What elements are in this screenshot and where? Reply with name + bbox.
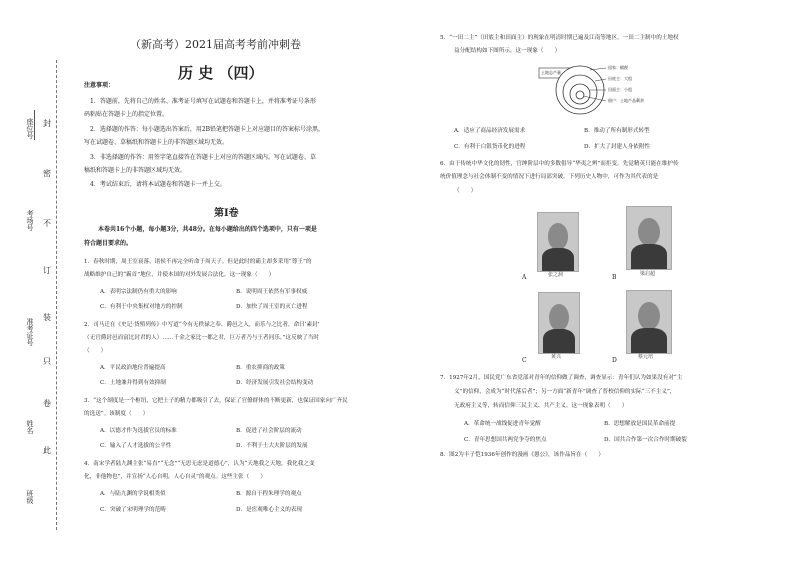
- question-6-stem: 6．由于传统中华文化的韧性，官绅阶层中的多数倡导“华夷之辨”而拒变。先觉精英只能在维护传: [440, 161, 679, 167]
- question-4-option-b[interactable]: B．源自于程朱理学的观点: [236, 491, 302, 497]
- notice-line: 4．考试结束后，请将本试题卷和答题卡一并上交。: [90, 181, 226, 188]
- portrait-letter-d[interactable]: D: [612, 357, 617, 364]
- notice-line: 3．非选择题的作答：用签字笔直接答在答题卡上对应的答题区域内。写在试题卷、草: [90, 154, 316, 161]
- class-field-label: 班级: [26, 490, 34, 504]
- question-3-option-d[interactable]: D．不利于士大夫阶层的发展: [236, 443, 308, 449]
- question-1-option-a[interactable]: A．表明宗法制仍有重大的影响: [100, 289, 177, 295]
- diagram-ring-label: 国家：赋税: [608, 65, 628, 70]
- diagram-box-label: 土地总产量: [541, 70, 561, 75]
- question-7-option-b[interactable]: B．思想解放是国民革命前提: [604, 421, 676, 427]
- question-7-option-c[interactable]: C．青年思想国共两党争夺的焦点: [464, 437, 547, 443]
- name-field-label: 姓名: [26, 420, 34, 434]
- question-7-stem: 7．1927年2月，国民党广东省党部对青年的信仰做了调查，调查显示：青年们认为如果没有对“主: [440, 375, 683, 381]
- portrait-photo-d: [626, 290, 672, 354]
- question-5-option-d[interactable]: D．扩大了封建人身依附性: [584, 144, 651, 150]
- portrait-name-c: 黄兴: [551, 354, 562, 360]
- notice-line: 写在试题卷、草稿纸和答题卡上的非答题区域均无效。: [84, 139, 229, 146]
- question-3-option-b[interactable]: B．促进了社会阶层的流动: [236, 428, 302, 434]
- seal-char-2: 密: [43, 169, 51, 178]
- seal-char-6: 只: [43, 357, 51, 366]
- notice-line: 码粘贴在答题卡上的指定位置。: [84, 111, 169, 118]
- portrait-name-a: 张之洞: [548, 272, 564, 278]
- question-2-option-b[interactable]: B．重农抑商的政策: [236, 365, 285, 371]
- portrait-name-b: 梁启超: [640, 271, 656, 277]
- instruction-line: 符合题目要求的。: [84, 240, 133, 247]
- seal-char-7: 卷: [43, 399, 51, 408]
- question-4-option-c[interactable]: C．突破了宋明理学的范畴: [100, 507, 166, 513]
- seal-char-3: 不: [43, 219, 51, 228]
- instruction-line: 本卷共16个小题，每小题3分，共48分。在每小题给出的四个选项中，只有一项是: [98, 226, 317, 233]
- section-heading: 第Ⅰ卷: [214, 208, 239, 219]
- question-7-option-a[interactable]: A．革命统一战线促进青年觉醒: [464, 421, 541, 427]
- question-5-stem: 5．“一田二主”（田底主和田面主）的现象在明清时期已遍及江南等地区。一田二主制中的土地权: [440, 35, 679, 41]
- portrait-letter-a[interactable]: A: [522, 274, 527, 281]
- question-1-stem: 1．春秋时期，周王室衰落，诸侯不再完全听命于周天子。但是此时的霸主却多采用“尊王”的: [84, 259, 312, 265]
- question-2-option-d[interactable]: D．经济发展引发社会结构变动: [236, 380, 314, 386]
- portrait-photo-b: [626, 206, 672, 270]
- question-3-option-c[interactable]: C．输入了人才选拔的公平性: [100, 443, 172, 449]
- room-field-label: 考场号: [26, 210, 34, 231]
- portrait-name-d: 蔡元培: [638, 354, 654, 360]
- question-2-stem: （ ）: [84, 348, 107, 354]
- notice-line: 1．答题前，先将自己的姓名、准考证号填写在试题卷和答题卡上，并将准考证号条形: [90, 98, 316, 105]
- seal-char-5: 装: [43, 313, 51, 322]
- question-7-stem: 义”的信仰，会成为“时代落后者”；另一方面“新青年”调查了普校信仰的实际“三不主义”，: [454, 389, 676, 395]
- diagram-ring-label: 田面主：小租: [608, 87, 632, 92]
- diagram-ring-label: 佃户：土地产品剩余: [608, 98, 644, 103]
- notice-line: 2．选择题的作答：每小题选出答案后，用2B铅笔把答题卡上对应题目的答案标号涂黑，: [90, 126, 325, 133]
- portrait-letter-c[interactable]: C: [522, 357, 527, 364]
- seal-char-8: 此: [43, 446, 51, 455]
- notice-line: 稿纸和答题卡上的非答题区域均无效。: [84, 167, 187, 174]
- question-1-option-d[interactable]: D．加快了周王室的灭亡进程: [236, 304, 308, 310]
- question-2-option-c[interactable]: C．土地兼并得到有效抑制: [100, 380, 166, 386]
- notice-heading: 注意事项：: [84, 82, 115, 89]
- question-6-stem: （ ）: [454, 188, 477, 194]
- question-1-option-c[interactable]: C．有利于中央集权对地方的控制: [100, 304, 183, 310]
- question-2-stem: 2．司马迁在《史记·货殖列传》中写道“今有无秩禄之奉、爵邑之入，而乐与之比者，命曰‘素封’: [84, 322, 320, 328]
- question-7-stem: 无政府主义等，转而信仰三民主义、共产主义。这一现象表明（ ）: [454, 403, 628, 409]
- ticket-field-label: 准考证号: [26, 318, 34, 346]
- question-4-option-d[interactable]: D．是宦观唯心主义的表现: [236, 507, 303, 513]
- portrait-letter-b[interactable]: B: [612, 274, 617, 281]
- diagram-ring-label: 田底主：大租: [608, 76, 632, 81]
- question-1-option-b[interactable]: B．说明周王依然有军事权威: [236, 289, 308, 295]
- question-5-stem: 益分配结构如下图所示。这一现象（ ）: [454, 48, 561, 54]
- question-6-stem: 统价值理念与社会体制不变的情况下进行局部突破。下列历史人物中，可作为其代表的是: [440, 174, 659, 180]
- seal-char-4: 订: [43, 266, 51, 275]
- subject-title: 历 史 （四）: [178, 64, 264, 82]
- question-3-stem: 的选送”。该制度（ ）: [84, 411, 149, 417]
- question-5-option-a[interactable]: A．适应了商品经济发展需求: [454, 128, 526, 134]
- question-1-stem: 战略维护自己的“霸首”地位，并使本国的对外发展合法化。这一现象（ ）: [84, 272, 275, 278]
- question-8-stem: 8．图2为丰子恺1936年创作的漫画《愚公》，该作品旨在（ ）: [440, 452, 604, 458]
- question-5-option-c[interactable]: C．有利于白银货币化的进程: [454, 144, 526, 150]
- seat-field-label: 座位号: [26, 118, 34, 139]
- question-2-option-a[interactable]: A．平民政治地位普遍提高: [100, 365, 166, 371]
- portrait-photo-c: [538, 292, 580, 354]
- question-3-stem: 3．“这个制度是一个枢纽，它把士子的精力都吸引了去，保证了官僚群体的不断更新，也保证国家向广齐民: [84, 398, 348, 404]
- binding-line: [56, 60, 57, 530]
- question-4-stem: 4．南宋学者陆九渊主张“易直”“无念”“无思无虑是道德心”，认为“天地我之天地，我化我之变: [84, 461, 315, 467]
- exam-title: （新高考）2021届高考考前冲刺卷: [130, 38, 301, 51]
- portrait-photo-a: [537, 212, 579, 272]
- question-4-stem: 化，非他物也”，并宣扬“人心自明，人心自灵”的观点。这些主张（ ）: [84, 474, 266, 480]
- question-2-stem: （无官爵封邑而富比封君的人）……千金之家比一都之君，巨万者乃与王者同乐。”这反映了当时: [84, 335, 319, 341]
- question-3-option-a[interactable]: A．以德才作为选拔官员的标准: [100, 428, 177, 434]
- seal-char-1: 封: [43, 119, 51, 128]
- question-7-option-d[interactable]: D．国共合作第一次合作时期破裂: [604, 437, 687, 443]
- question-5-option-b[interactable]: B．推动了所有制形式转型: [584, 128, 650, 134]
- question-4-option-a[interactable]: A．与陆九渊的学说相类似: [100, 491, 166, 497]
